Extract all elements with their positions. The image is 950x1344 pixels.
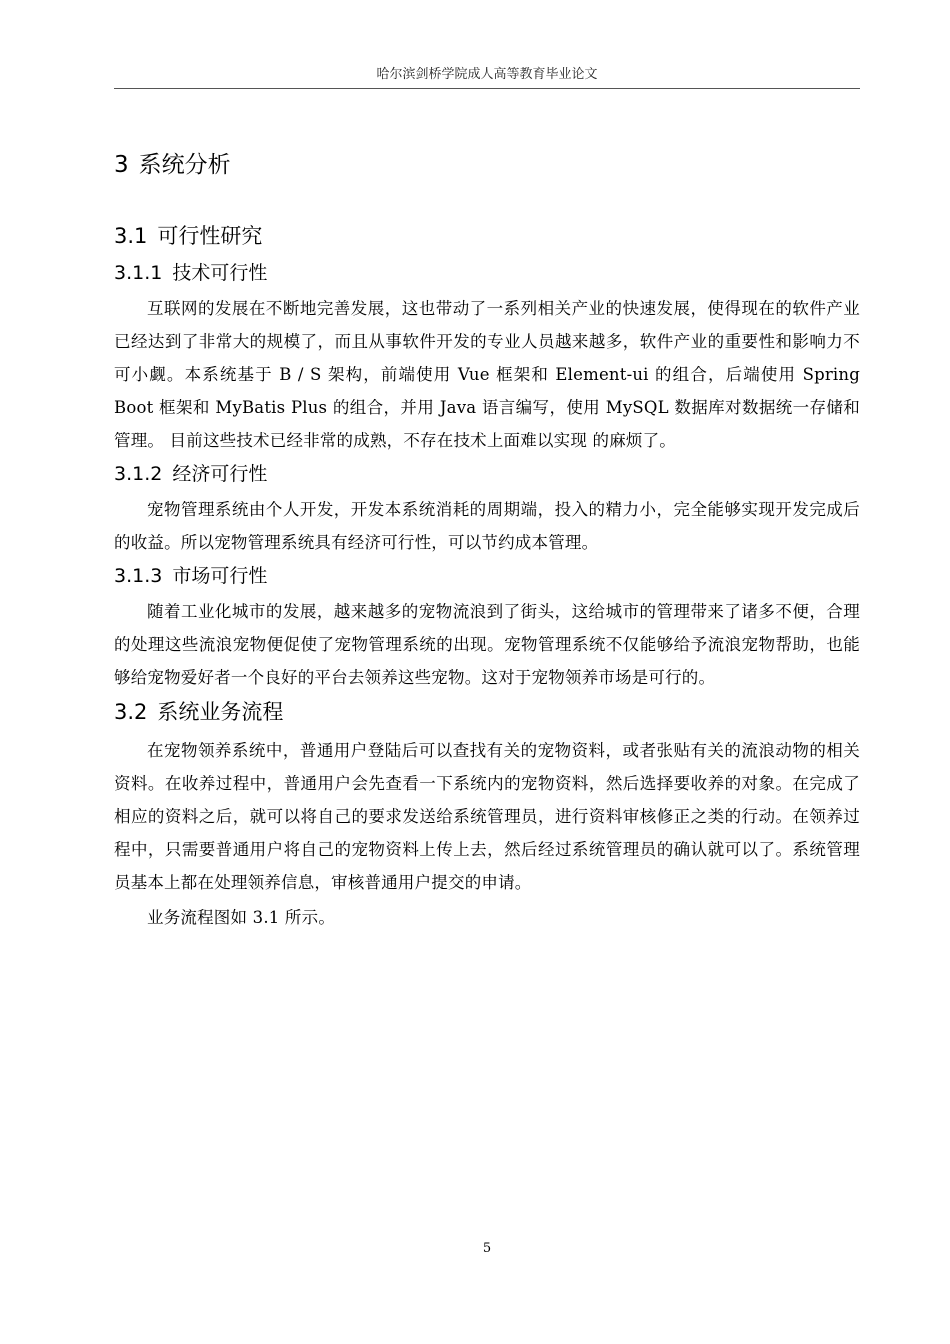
chapter-number: 3 — [114, 152, 129, 178]
section-number: 3.2 — [114, 700, 148, 724]
paragraph-economic-feasibility: 宠物管理系统由个人开发，开发本系统消耗的周期端，投入的精力小，完全能够实现开发完成后的收益。所以宠物管理系统具有经济可行性，可以节约成本管理。 — [114, 500, 860, 552]
section-title: 可行性研究 — [157, 224, 263, 248]
section-title: 系统业务流程 — [157, 700, 284, 724]
subsection-title: 市场可行性 — [172, 565, 268, 587]
section-heading-3-1 — [114, 220, 860, 252]
paragraph-business-process: 在宠物领养系统中，普通用户登陆后可以查找有关的宠物资料，或者张贴有关的流浪动物的相关资料。在收养过程中，普通用户会先查看一下系统内的宠物资料，然后选择要收养的对象。在完成了相应的资料之后，就可以将自己的要求发送给系统管理员，进行资料审核修正之类的行动。在领养过程中，只需要普通用户将自己的宠物资料上传上去，然后经过系统管理员的确认就可以了。系统管理员基本上都在处理领养信息，审核普通用户提交的申请。 — [114, 741, 860, 892]
subsection-title: 技术可行性 — [172, 262, 268, 284]
subsection-heading-3-1-3 — [114, 561, 860, 591]
subsection-number: 3.1.3 — [114, 565, 163, 587]
subsection-heading-3-1-2 — [114, 459, 860, 489]
section-heading-3-2 — [114, 696, 860, 728]
subsection-title: 经济可行性 — [172, 463, 268, 485]
running-header: 哈尔滨剑桥学院成人高等教育毕业论文 — [376, 67, 598, 82]
section-number: 3.1 — [114, 224, 148, 248]
chapter-title: 系统分析 — [138, 152, 231, 178]
subsection-heading-3-1-1 — [114, 258, 860, 288]
page-number: 5 — [482, 1241, 492, 1256]
page-body — [114, 148, 860, 936]
paragraph-figure-reference: 业务流程图如 3.1 所示。 — [147, 908, 336, 927]
subsection-number: 3.1.2 — [114, 463, 163, 485]
header-rule — [114, 88, 860, 89]
paragraph-technical-feasibility: 互联网的发展在不断地完善发展，这也带动了一系列相关产业的快速发展，使得现在的软件产业已经达到了非常大的规模了，而且从事软件开发的专业人员越来越多，软件产业的重要性和影响力不可小觑。本系统基于 B / S 架构，前端使用 Vue 框架和 Element-ui 的组合，后端使用 Spring Boot 框架和 MyBatis Plus 的组合，并用 Java 语言编写，使用 MySQL 数据库对数据统一存储和管理。 目前这些技术已经非常的成熟，不存在技术上面难以实现 的麻烦了。 — [114, 299, 860, 450]
subsection-number: 3.1.1 — [114, 262, 163, 284]
paragraph-market-feasibility: 随着工业化城市的发展，越来越多的宠物流浪到了街头，这给城市的管理带来了诸多不便，合理的处理这些流浪宠物便促使了宠物管理系统的出现。宠物管理系统不仅能够给予流浪宠物帮助，也能够给宠物爱好者一个良好的平台去领养这些宠物。这对于宠物领养市场是可行的。 — [114, 602, 860, 687]
chapter-heading — [114, 148, 860, 182]
